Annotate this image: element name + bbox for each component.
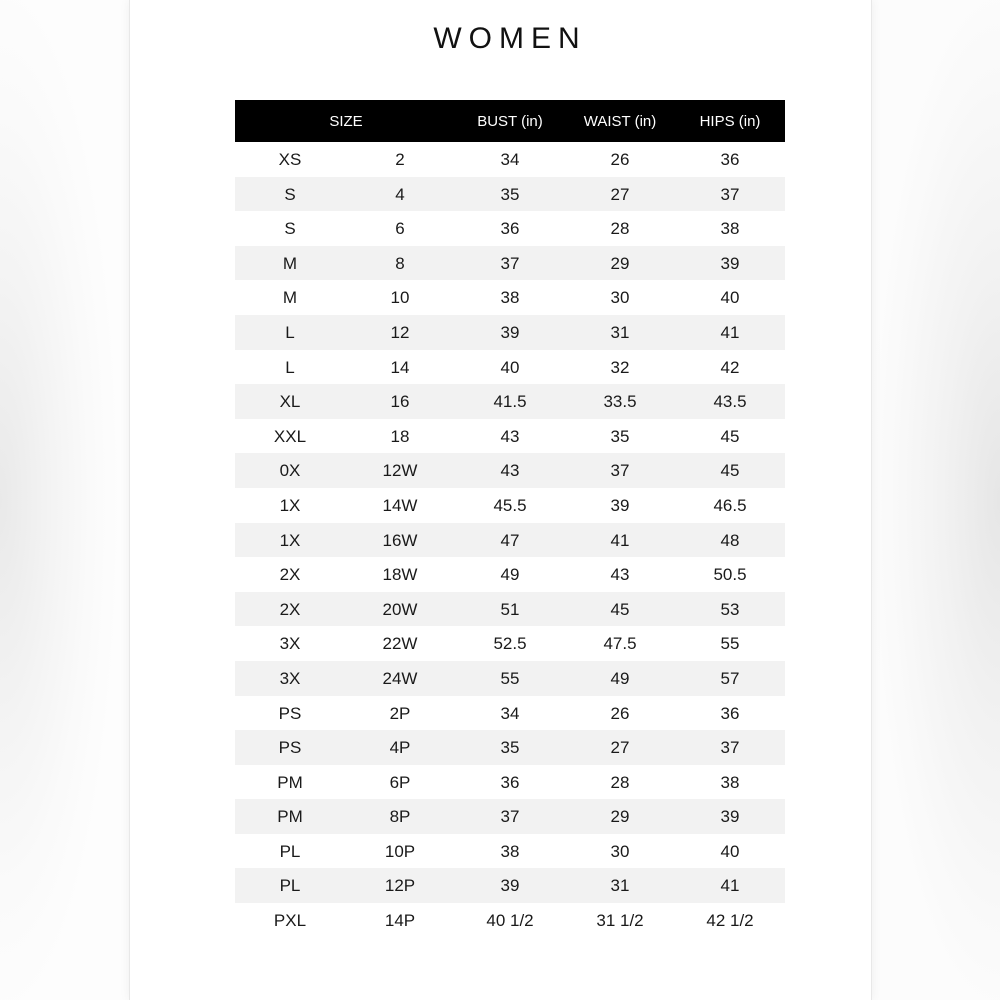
table-row — [235, 211, 785, 246]
cell-numeric-size: 4P — [389, 738, 411, 758]
cell-letter-size: S — [284, 184, 296, 204]
cell-waist: 27 — [610, 184, 630, 204]
cell-letter-size: PL — [279, 876, 301, 896]
table-row — [235, 557, 785, 592]
cell-waist: 31 1/2 — [596, 911, 644, 931]
cell-waist: 47.5 — [603, 634, 637, 654]
header-bust: BUST (in) — [477, 113, 543, 130]
cell-bust: 52.5 — [493, 634, 527, 654]
cell-bust: 45.5 — [493, 495, 527, 515]
cell-letter-size: S — [284, 219, 296, 239]
cell-waist: 26 — [610, 703, 630, 723]
cell-letter-size: 1X — [279, 530, 301, 550]
cell-numeric-size: 16 — [390, 392, 410, 412]
table-row — [235, 246, 785, 281]
cell-waist: 41 — [610, 530, 630, 550]
cell-letter-size: PXL — [273, 911, 307, 931]
cell-numeric-size: 18W — [382, 565, 418, 585]
cell-waist: 45 — [610, 599, 630, 619]
cell-numeric-size: 4 — [395, 184, 405, 204]
cell-hips: 37 — [720, 738, 740, 758]
cell-waist: 31 — [610, 322, 630, 342]
cell-hips: 40 — [720, 288, 740, 308]
cell-waist: 37 — [610, 461, 630, 481]
cell-hips: 45 — [720, 426, 740, 446]
cell-waist: 27 — [610, 738, 630, 758]
cell-hips: 48 — [720, 530, 740, 550]
cell-letter-size: XS — [278, 150, 302, 169]
cell-waist: 31 — [610, 876, 630, 896]
table-row — [235, 523, 785, 558]
table-row — [235, 315, 785, 350]
cell-hips: 36 — [720, 703, 740, 723]
cell-letter-size: 3X — [279, 668, 301, 688]
cell-numeric-size: 14 — [390, 357, 410, 377]
cell-numeric-size: 10P — [384, 841, 416, 861]
header-hips: HIPS (in) — [699, 113, 761, 130]
cell-numeric-size: 18 — [390, 426, 410, 446]
table-row — [235, 142, 785, 177]
cell-bust: 34 — [500, 150, 520, 169]
cell-letter-size: 1X — [279, 495, 301, 515]
cell-letter-size: XXL — [273, 426, 307, 446]
cell-bust: 34 — [500, 703, 520, 723]
cell-letter-size: 3X — [279, 634, 301, 654]
card-right-edge — [871, 0, 872, 1000]
cell-hips: 50.5 — [713, 565, 747, 585]
cell-numeric-size: 10 — [390, 288, 410, 308]
cell-numeric-size: 14W — [382, 495, 418, 515]
cell-hips: 42 — [720, 357, 740, 377]
cell-numeric-size: 6 — [395, 219, 405, 239]
cell-hips: 43.5 — [713, 392, 747, 412]
cell-waist: 26 — [610, 150, 630, 169]
cell-bust: 49 — [500, 565, 520, 585]
cell-bust: 43 — [500, 461, 520, 481]
table-row — [235, 799, 785, 834]
cell-bust: 55 — [500, 668, 520, 688]
cell-hips: 40 — [720, 841, 740, 861]
table-row — [235, 488, 785, 523]
cell-bust: 43 — [500, 426, 520, 446]
header-size: SIZE — [329, 113, 363, 130]
table-row — [235, 350, 785, 385]
cell-waist: 29 — [610, 807, 630, 827]
cell-waist: 32 — [610, 357, 630, 377]
cell-numeric-size: 12W — [382, 461, 418, 481]
table-row — [235, 453, 785, 488]
cell-hips: 53 — [720, 599, 740, 619]
cell-bust: 37 — [500, 253, 520, 273]
cell-letter-size: XL — [279, 392, 301, 412]
cell-hips: 36 — [720, 150, 740, 169]
cell-waist: 35 — [610, 426, 630, 446]
cell-waist: 39 — [610, 495, 630, 515]
cell-hips: 57 — [720, 668, 740, 688]
cell-bust: 39 — [500, 322, 520, 342]
cell-letter-size: PL — [279, 841, 301, 861]
cell-hips: 37 — [720, 184, 740, 204]
cell-letter-size: 0X — [279, 461, 301, 481]
cell-letter-size: M — [282, 253, 298, 273]
table-body — [235, 142, 785, 938]
cell-numeric-size: 22W — [382, 634, 418, 654]
table-row — [235, 419, 785, 454]
cell-waist: 28 — [610, 772, 630, 792]
cell-bust: 38 — [500, 841, 520, 861]
cell-letter-size: 2X — [279, 599, 301, 619]
cell-letter-size: L — [285, 357, 295, 377]
cell-numeric-size: 8P — [389, 807, 411, 827]
table-row — [235, 765, 785, 800]
card-left-edge — [129, 0, 130, 1000]
cell-hips: 42 1/2 — [706, 911, 754, 931]
cell-waist: 30 — [610, 841, 630, 861]
cell-bust: 51 — [500, 599, 520, 619]
cell-numeric-size: 12 — [390, 322, 410, 342]
table-row — [235, 696, 785, 731]
header-waist: WAIST (in) — [583, 113, 657, 130]
cell-hips: 41 — [720, 322, 740, 342]
cell-hips: 41 — [720, 876, 740, 896]
table-row — [235, 626, 785, 661]
cell-letter-size: M — [282, 288, 298, 308]
cell-bust: 41.5 — [493, 392, 527, 412]
cell-numeric-size: 20W — [382, 599, 418, 619]
cell-bust: 38 — [500, 288, 520, 308]
table-row — [235, 280, 785, 315]
cell-waist: 33.5 — [603, 392, 637, 412]
chart-title: WOMEN — [433, 22, 587, 55]
page-backdrop-right — [870, 0, 1000, 1000]
table-row — [235, 903, 785, 938]
cell-bust: 36 — [500, 219, 520, 239]
cell-hips: 55 — [720, 634, 740, 654]
cell-numeric-size: 2P — [389, 703, 411, 723]
table-row — [235, 592, 785, 627]
table-header — [235, 100, 785, 142]
cell-letter-size: PS — [278, 738, 302, 758]
table-row — [235, 661, 785, 696]
cell-letter-size: PM — [277, 807, 303, 827]
cell-bust: 35 — [500, 184, 520, 204]
table-row — [235, 834, 785, 869]
cell-letter-size: PM — [277, 772, 303, 792]
cell-numeric-size: 6P — [389, 772, 411, 792]
cell-hips: 38 — [720, 219, 740, 239]
cell-bust: 36 — [500, 772, 520, 792]
cell-hips: 45 — [720, 461, 740, 481]
cell-hips: 46.5 — [713, 495, 747, 515]
cell-bust: 40 — [500, 357, 520, 377]
cell-hips: 39 — [720, 807, 740, 827]
table-row — [235, 177, 785, 212]
cell-numeric-size: 12P — [384, 876, 416, 896]
cell-waist: 43 — [610, 565, 630, 585]
cell-bust: 37 — [500, 807, 520, 827]
cell-bust: 40 1/2 — [486, 911, 534, 931]
cell-letter-size: L — [285, 322, 295, 342]
cell-waist: 30 — [610, 288, 630, 308]
cell-numeric-size: 2 — [395, 150, 405, 169]
cell-letter-size: PS — [278, 703, 302, 723]
table-row — [235, 384, 785, 419]
cell-bust: 35 — [500, 738, 520, 758]
table-row — [235, 730, 785, 765]
cell-numeric-size: 14P — [384, 911, 416, 931]
cell-waist: 28 — [610, 219, 630, 239]
cell-bust: 39 — [500, 876, 520, 896]
size-chart-table — [235, 100, 785, 938]
cell-numeric-size: 16W — [382, 530, 418, 550]
cell-letter-size: 2X — [279, 565, 301, 585]
cell-waist: 29 — [610, 253, 630, 273]
cell-hips: 39 — [720, 253, 740, 273]
cell-waist: 49 — [610, 668, 630, 688]
cell-bust: 47 — [500, 530, 520, 550]
cell-numeric-size: 24W — [382, 668, 418, 688]
table-row — [235, 868, 785, 903]
cell-numeric-size: 8 — [395, 253, 405, 273]
cell-hips: 38 — [720, 772, 740, 792]
